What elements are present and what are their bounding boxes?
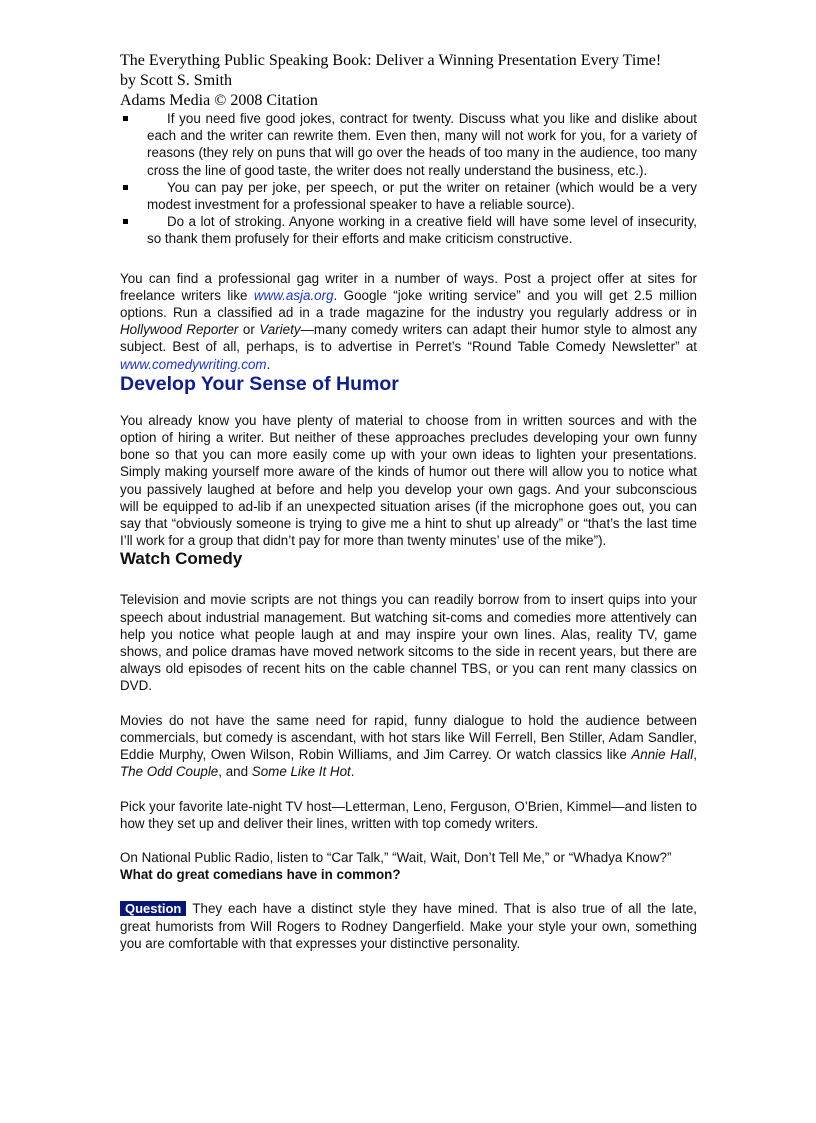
paragraph-movies: Movies do not have the same need for rapid, funny dialogue to hold the audience between commercials, but comedy is ascendant, with hot stars like Will Ferrell, Ben Stiller, Adam Sandler, Eddie Murphy, Owen Wilson, Robin Williams, and Jim Carrey. Or watch classics like Annie Hall, The Odd Couple, and Some Like It Hot. (120, 712, 697, 780)
paragraph-late-night: Pick your favorite late-night TV host—Letterman, Leno, Ferguson, O’Brien, Kimmel—and listen to how they set up and deliver their lines, written with top comedy writers. (120, 798, 697, 831)
link-asja[interactable]: www.asja.org (253, 287, 334, 303)
book-publisher: Adams Media © 2008 Citation (120, 92, 318, 109)
list-item: Do a lot of stroking. Anyone working in a creative field will have some level of insecurity, so thank them profusely for their efforts and make criticism constructive. (120, 213, 697, 247)
book-author: by Scott S. Smith (120, 72, 233, 89)
question-answer: Question They each have a distinct style they have mined. That is also true of all the late, great humorists from Will Rogers to Rodney Dangerfield. Make your style your own, something you are comfortable with that expresses your distinctive personality. (120, 901, 697, 951)
link-comedywriting[interactable]: www.comedywriting.com (120, 356, 267, 372)
question-heading: What do great comedians have in common? (120, 867, 401, 883)
italic-annie-hall: Annie Hall (631, 747, 694, 763)
italic-some-like-it-hot: Some Like It Hot (251, 764, 351, 780)
book-title: The Everything Public Speaking Book: Deliver a Winning Presentation Every Time! (120, 52, 662, 69)
paragraph-television: Television and movie scripts are not things you can readily borrow from to insert quips into your speech about industrial management. But watching sit-coms and comedies more attentively can help you notice what people laugh at and may inspire your own lines. Alas, reality TV, game shows, and police dramas have moved network sitcoms to the side in recent years, but there are always old episodes of recent hits on the cable channel TBS, or you can rent many classics on DVD. (120, 592, 697, 694)
italic-variety: Variety (259, 322, 301, 338)
square-bullet-icon (123, 185, 128, 190)
question-badge: Question (120, 901, 186, 916)
paragraph-gag-writer: You can find a professional gag writer in a number of ways. Post a project offer at sites for freelance writers like www.asja.org. Google “joke writing service” and you will get 2.5 million options. Run a classified ad in a trade magazine for the industry you regularly address or in Hollywood Reporter or Variety—many comedy writers can adapt their humor style to almost any subject. Best of all, perhaps, is to advertise in Perret’s “Round Table Comedy Newsletter” at www.comedywriting.com. (120, 270, 697, 372)
square-bullet-icon (123, 116, 128, 121)
square-bullet-icon (123, 219, 128, 224)
paragraph-npr: On National Public Radio, listen to “Car Talk,” “Wait, Wait, Don’t Tell Me,” or “Whadya Know?” (120, 849, 672, 865)
paragraph-sense-of-humor: You already know you have plenty of material to choose from in written sources and with the option of hiring a writer. But neither of these approaches precludes developing your own funny bone so that you can more easily come up with your own ideas to lighten your presentations. Simply making yourself more aware of the kinds of humor out there will allow you to notice what you passively laughed at before and help you develop your own gags. And your subconscious will be equipped to ad-lib if an unexpected situation arises (if the microphone goes out, you can say that “obviously someone is trying to give me a hint to shut up already” or “that’s the last time I’ll work for a group that didn’t pay for more than twenty minutes’ use of the mike”). (120, 412, 697, 549)
citation-header (120, 51, 760, 111)
list-item: You can pay per joke, per speech, or put the writer on retainer (which would be a very modest investment for a professional speaker to have a reliable source). (120, 179, 697, 213)
subsection-heading: Watch Comedy (120, 549, 243, 569)
italic-odd-couple: The Odd Couple (120, 764, 219, 780)
tips-list (120, 110, 697, 248)
main-content (120, 110, 697, 952)
list-item: If you need five good jokes, contract for twenty. Discuss what you like and dislike about each and the writer can rewrite them. Even then, many will not work for you, for a variety of reasons (they rely on puns that will go over the heads of too many in the audience, too many cross the line of good taste, the writer does not really understand the business, etc.). (120, 110, 697, 179)
section-heading: Develop Your Sense of Humor (120, 372, 399, 395)
italic-hollywood-reporter: Hollywood Reporter (120, 322, 239, 338)
